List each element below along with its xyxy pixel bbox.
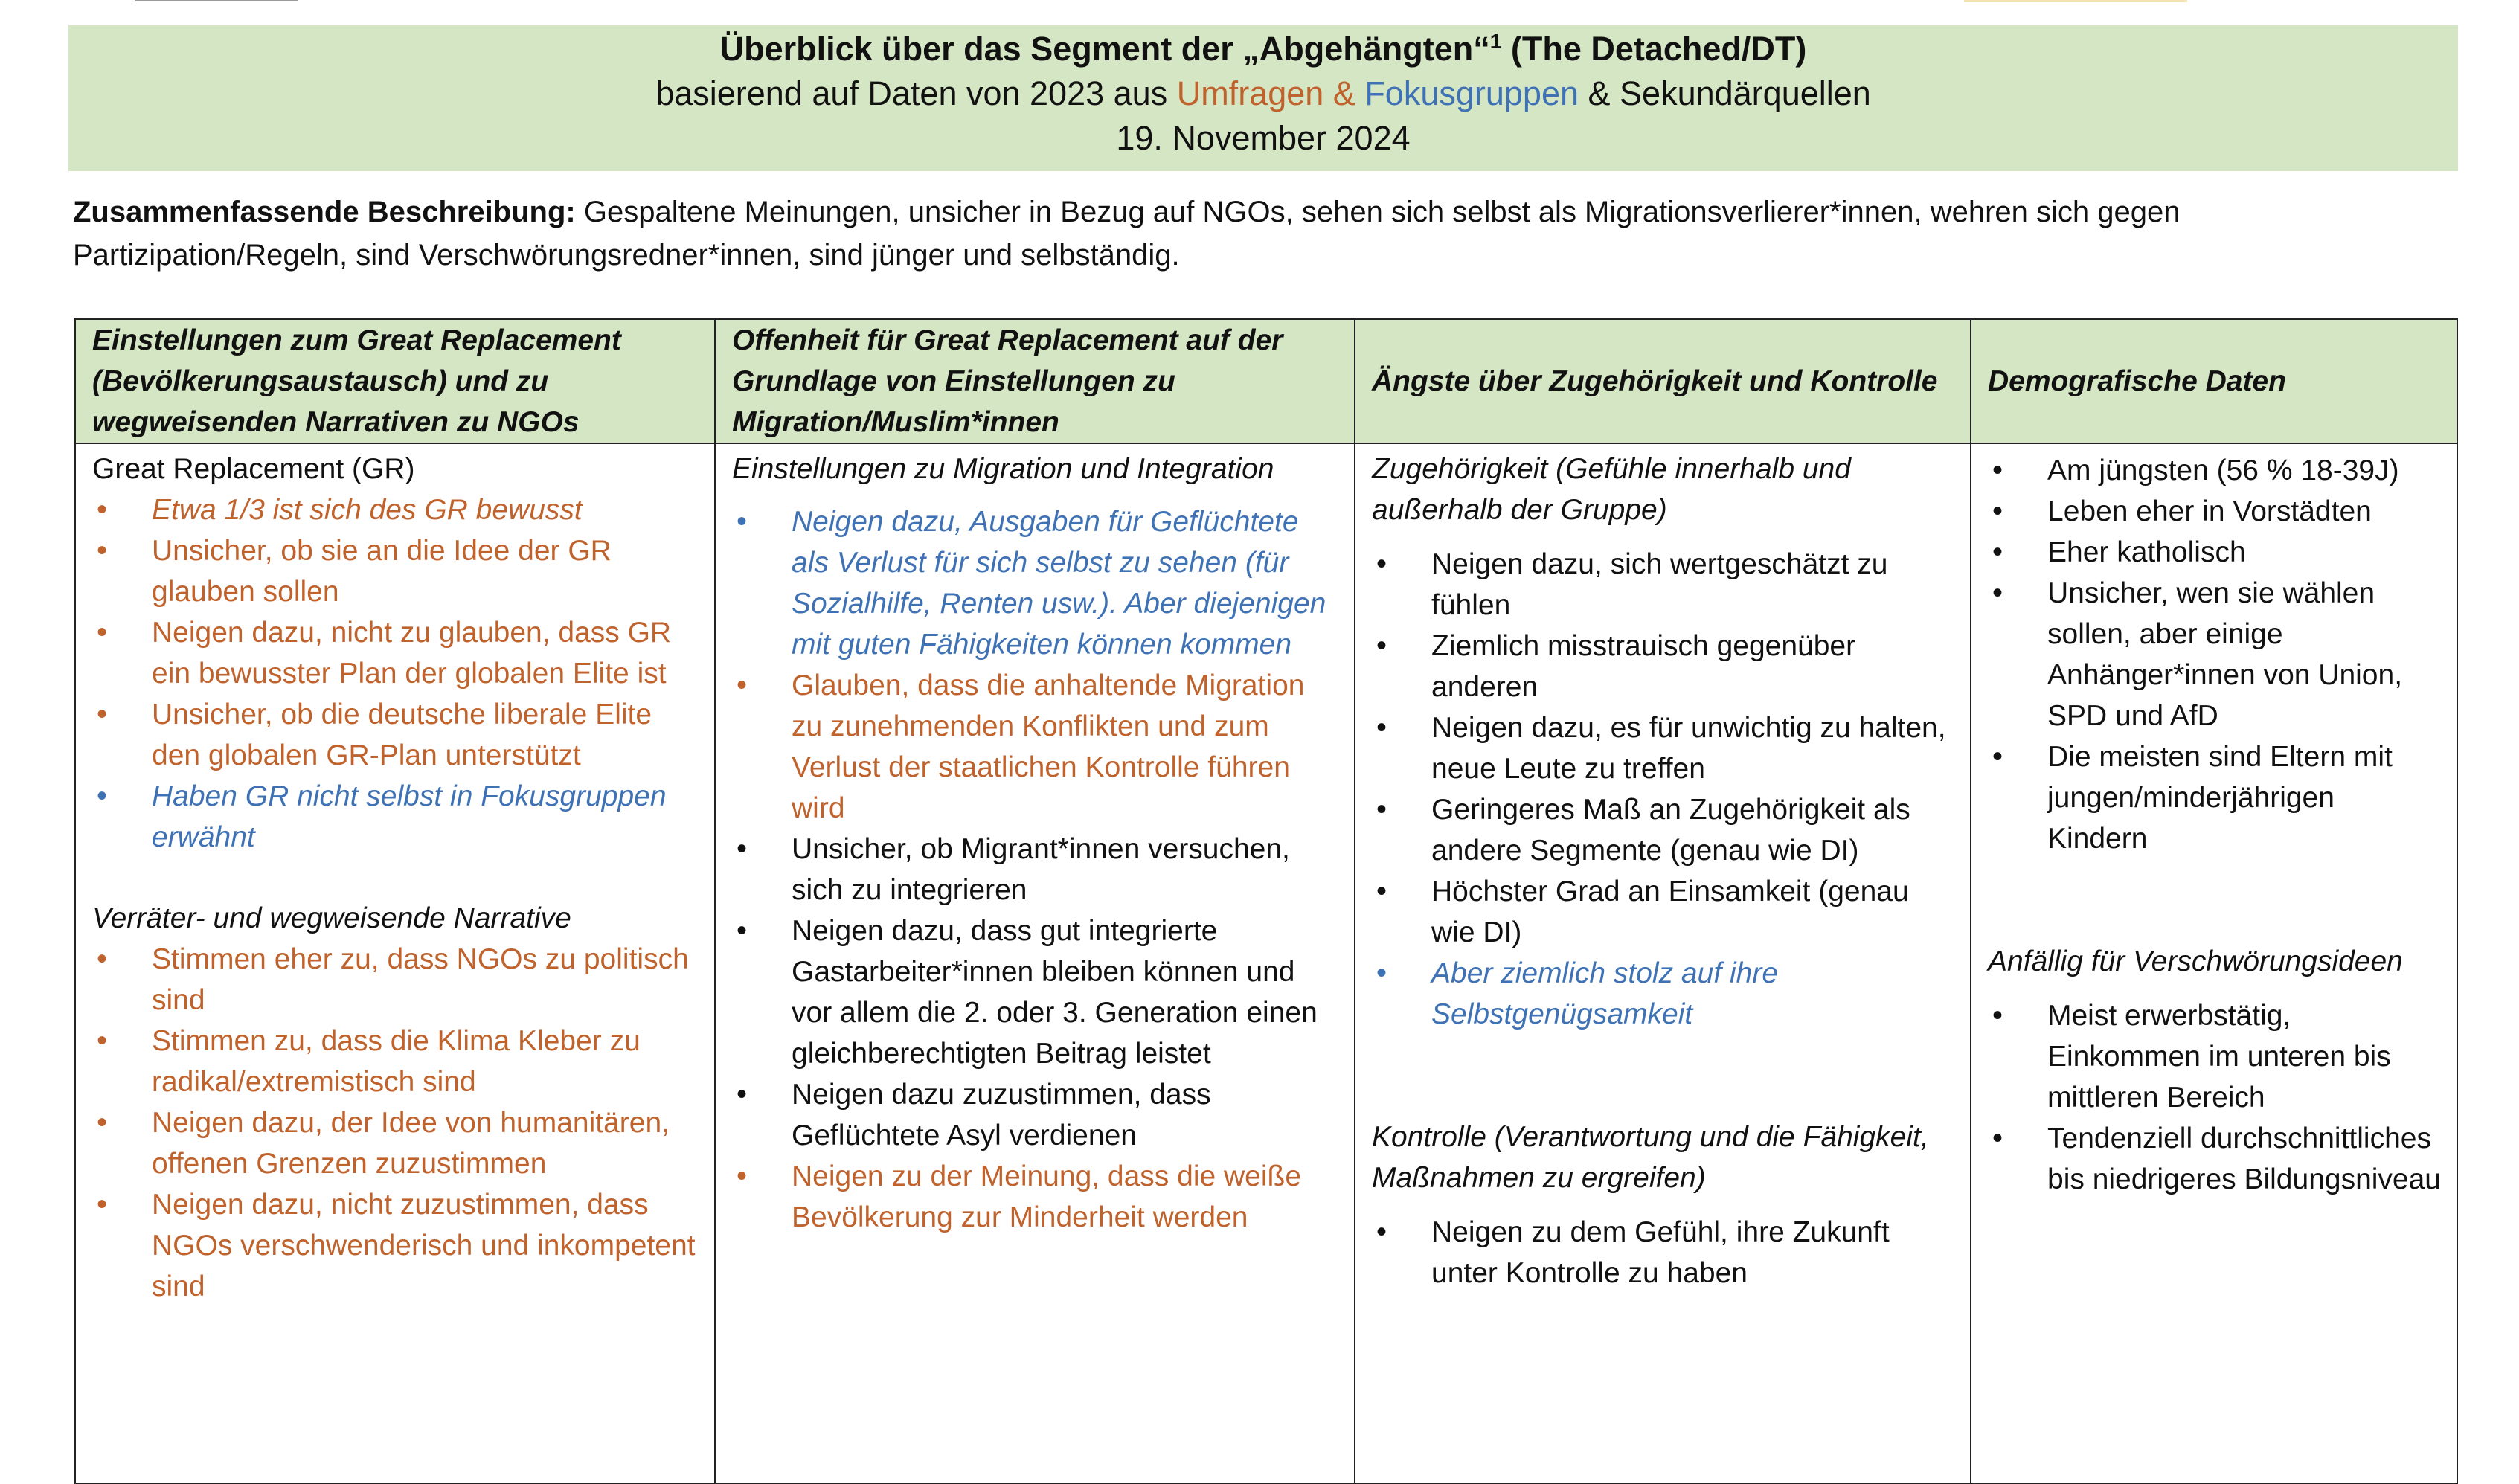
sources-ampersand: & bbox=[1323, 74, 1365, 112]
list-item: • Unsicher, ob Migrant*innen versuchen, sich zu integrieren bbox=[732, 829, 1339, 910]
list-item: • Haben GR nicht selbst in Fokusgruppen erwähnt bbox=[92, 776, 699, 858]
bullet-list bbox=[1372, 544, 1955, 1035]
list-item: • Glauben, dass die anhaltende Migration zu zunehmenden Konflikten und zum Verlust der staatlichen Kontrolle führen wird bbox=[732, 665, 1339, 829]
list-item: • Unsicher, ob sie an die Idee der GR glauben sollen bbox=[92, 530, 699, 612]
col-openness bbox=[715, 443, 1355, 1483]
list-item: • Neigen zu dem Gefühl, ihre Zukunft unter Kontrolle zu haben bbox=[1372, 1212, 1955, 1294]
sources-focus-groups: Fokusgruppen bbox=[1364, 74, 1579, 112]
list-item: • Neigen dazu, Ausgaben für Geflüchtete als Verlust für sich selbst zu sehen (für Sozialhilfe, Renten usw.). Aber diejenigen mit guten Fähigkeiten können kommen bbox=[732, 501, 1339, 665]
segment-table bbox=[74, 318, 2458, 1484]
spacer bbox=[92, 858, 699, 898]
section-title: Anfällig für Verschwörungsideen bbox=[1988, 945, 2403, 977]
section-title: Verräter- und wegweisende Narrative bbox=[92, 902, 571, 934]
title-text: Überblick über das Segment der „Abgehängten“ bbox=[719, 30, 1490, 68]
list-item: • Neigen dazu, sich wertgeschätzt zu fühlen bbox=[1372, 544, 1955, 626]
section-title: Zugehörigkeit (Gefühle innerhalb und außerhalb der Gruppe) bbox=[1372, 453, 1851, 526]
summary-label: Zusammenfassende Beschreibung: bbox=[73, 196, 576, 228]
col-header-great-replacement: Einstellungen zum Great Replacement (Bevölkerungsaustausch) und zu wegweisenden Narrativen zu NGOs bbox=[75, 319, 715, 443]
bullet-list bbox=[1988, 450, 2442, 859]
list-item: • Unsicher, ob die deutsche liberale Elite den globalen GR-Plan unterstützt bbox=[92, 694, 699, 776]
bullet-list bbox=[92, 489, 699, 858]
col-demographics bbox=[1971, 443, 2457, 1483]
col-header-fears: Ängste über Zugehörigkeit und Kontrolle bbox=[1355, 319, 1971, 443]
summary-paragraph bbox=[73, 190, 2454, 277]
top-rule-right bbox=[1964, 0, 2187, 2]
section-title: Kontrolle (Verantwortung und die Fähigkeit, Maßnahmen zu ergreifen) bbox=[1372, 1121, 1929, 1194]
bullet-list bbox=[732, 501, 1339, 1238]
bullet-list bbox=[1372, 1212, 1955, 1294]
bullet-list bbox=[1988, 995, 2442, 1200]
header-banner bbox=[68, 25, 2458, 171]
sources-suffix: & Sekundärquellen bbox=[1579, 74, 1871, 112]
col-header-demographics: Demografische Daten bbox=[1971, 319, 2457, 443]
section-title: Great Replacement (GR) bbox=[92, 453, 415, 485]
spacer bbox=[1372, 1035, 1955, 1117]
list-item: • Unsicher, wen sie wählen sollen, aber einige Anhänger*innen von Union, SPD und AfD bbox=[1988, 573, 2442, 736]
col-fears bbox=[1355, 443, 1971, 1483]
list-item: • Meist erwerbstätig, Einkommen im unteren bis mittleren Bereich bbox=[1988, 995, 2442, 1118]
title-footnote-ref: 1 bbox=[1489, 30, 1502, 53]
title-suffix: (The Detached/DT) bbox=[1501, 30, 1807, 68]
list-item: • Die meisten sind Eltern mit jungen/minderjährigen Kindern bbox=[1988, 736, 2442, 859]
list-item: • Etwa 1/3 ist sich des GR bewusst bbox=[92, 489, 699, 530]
list-item: • Ziemlich misstrauisch gegenüber anderen bbox=[1372, 626, 1955, 707]
col-great-replacement bbox=[75, 443, 715, 1483]
list-item: • Stimmen eher zu, dass NGOs zu politisch sind bbox=[92, 939, 699, 1021]
list-item: • Aber ziemlich stolz auf ihre Selbstgenügsamkeit bbox=[1372, 953, 1955, 1035]
list-item: • Neigen dazu, der Idee von humanitären, offenen Grenzen zuzustimmen bbox=[92, 1102, 699, 1184]
list-item: • Am jüngsten (56 % 18-39J) bbox=[1988, 450, 2442, 491]
list-item: • Höchster Grad an Einsamkeit (genau wie DI) bbox=[1372, 871, 1955, 953]
list-item: • Neigen dazu, dass gut integrierte Gastarbeiter*innen bleiben können und vor allem die 2. oder 3. Generation einen gleichberechtigten Beitrag leistet bbox=[732, 910, 1339, 1074]
page-title bbox=[68, 27, 2458, 71]
list-item: • Neigen dazu zuzustimmen, dass Geflüchtete Asyl verdienen bbox=[732, 1074, 1339, 1156]
list-item: • Stimmen zu, dass die Klima Kleber zu radikal/extremistisch sind bbox=[92, 1021, 699, 1102]
list-item: • Tendenziell durchschnittliches bis niedrigeres Bildungsniveau bbox=[1988, 1118, 2442, 1200]
list-item: • Leben eher in Vorstädten bbox=[1988, 491, 2442, 532]
top-rule-left bbox=[135, 0, 298, 1]
list-item: • Neigen zu der Meinung, dass die weiße Bevölkerung zur Minderheit werden bbox=[732, 1156, 1339, 1238]
col-header-openness: Offenheit für Great Replacement auf der Grundlage von Einstellungen zu Migration/Muslim*innen bbox=[715, 319, 1355, 443]
list-item: • Geringeres Maß an Zugehörigkeit als andere Segmente (genau wie DI) bbox=[1372, 789, 1955, 871]
list-item: • Neigen dazu, es für unwichtig zu halten, neue Leute zu treffen bbox=[1372, 707, 1955, 789]
header-sources-line bbox=[68, 71, 2458, 116]
table-header-row bbox=[75, 319, 2457, 443]
bullet-list bbox=[92, 939, 699, 1307]
table-body-row bbox=[75, 443, 2457, 1483]
sources-surveys: Umfragen bbox=[1176, 74, 1324, 112]
list-item: • Neigen dazu, nicht zu glauben, dass GR ein bewusster Plan der globalen Elite ist bbox=[92, 612, 699, 694]
section-title: Einstellungen zu Migration und Integration bbox=[732, 453, 1274, 485]
spacer bbox=[1988, 859, 2442, 941]
sources-prefix: basierend auf Daten von 2023 aus bbox=[655, 74, 1177, 112]
summary-text: Gespaltene Meinungen, unsicher in Bezug auf NGOs, sehen sich selbst als Migrationsverlierer*innen, wehren sich gegen Partizipation/Regeln, sind Verschwörungsredner*innen, sind jünger und selbständig. bbox=[73, 196, 2181, 272]
header-date: 19. November 2024 bbox=[1116, 119, 1411, 157]
list-item: • Eher katholisch bbox=[1988, 532, 2442, 573]
list-item: • Neigen dazu, nicht zuzustimmen, dass NGOs verschwenderisch und inkompetent sind bbox=[92, 1184, 699, 1307]
